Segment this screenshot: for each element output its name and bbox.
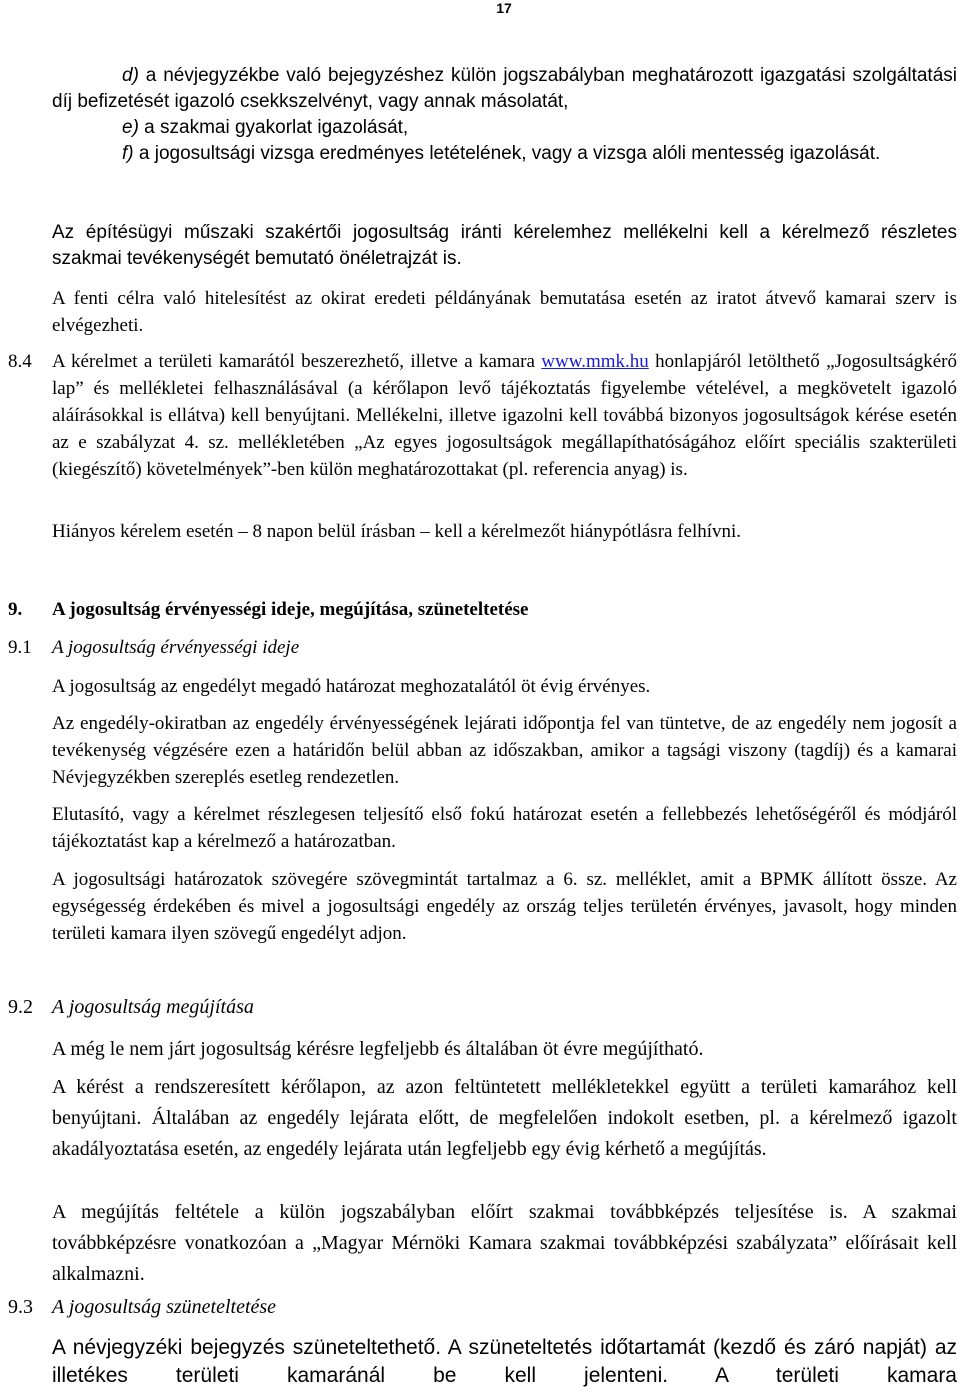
section-9-3-title: A jogosultság szüneteltetése (52, 1296, 277, 1318)
section-9-2-title: A jogosultság megújítása (52, 996, 254, 1018)
section-8-4-text (52, 348, 957, 483)
list-marker-f: f) (122, 143, 134, 164)
paragraph-authentication: A fenti célra való hitelesítést az okirat eredeti példányának bemutatása esetén az iratot átvevő kamarai szerv is elvégezheti. (52, 288, 957, 336)
section-9-1-paragraph-1: A jogosultság az engedélyt megadó határozat meghozatalától öt évig érvényes. (52, 676, 651, 697)
list-item-d (52, 63, 957, 115)
section-9-1-number: 9.1 (8, 637, 32, 658)
list-marker-e: e) (122, 117, 139, 138)
list-item-e (122, 115, 957, 141)
section-8-4-text-after: honlapjáról letölthető „Jogosultságkérő lap” és mellékletei felhasználásával (a kérőlapon levő tájékoztatás figyelembe vételével, a megkövetelt igazoló aláírásokkal is ellátva) kell benyújtani. Mellékelni, illetve igazolni kell továbbá bizonyos jogosultságok kérése esetén az e szabályzat 4. sz. mellékletében „Az egyes jogosultságok megállapíthatóságához előírt speciális szakterületi (kiegészítő) követelmények”-ben külön meghatározottakat (pl. referencia anyag) is. (52, 351, 958, 480)
section-9-1-paragraph-4: A jogosultsági határozatok szövegére szövegmintát tartalmaz a 6. sz. melléklet, amit a BPMK állított össze. Az egységesség érdekében és mivel a jogosultsági engedély az ország teljes területén érvényes, javasolt, hogy minden területi kamara ilyen szövegű engedélyt adjon. (52, 869, 957, 944)
section-9-1-paragraph-3: Elutasító, vagy a kérelmet részlegesen teljesítő első fokú határozat esetén a fellebbezés lehetőségéről és módjáról tájékoztatást kap a kérelmező a határozatban. (52, 804, 957, 852)
list-text-d: a névjegyzékbe való bejegyzéshez külön jogszabályban meghatározott igazgatási szolgáltatási díj befizetését igazoló csekkszelvényt, vagy annak másolatát, (52, 65, 957, 112)
section-9-2-paragraph-1: A még le nem járt jogosultság kérésre legfeljebb és általában öt évre megújítható. (52, 1038, 704, 1060)
section-9-2-paragraph-3: A megújítás feltétele a külön jogszabályban előírt szakmai továbbképzés teljesítése is. A szakmai továbbképzésre vonatkozóan a „Magyar Mérnöki Kamara szakmai továbbképzési szabályzata” előírásait kell alkalmazni. (52, 1201, 957, 1285)
mmk-website-link[interactable]: www.mmk.hu (541, 351, 649, 372)
paragraph-missing-request: Hiányos kérelem esetén – 8 napon belül írásban – kell a kérelmezőt hiánypótlásra felhívni. (52, 521, 742, 542)
section-9-1-title: A jogosultság érvényességi ideje (52, 637, 300, 658)
section-9-2-paragraph-2: A kérést a rendszeresített kérőlapon, az azon feltüntetett mellékletekkel együtt a területi kamarához kell benyújtani. Általában az engedély lejárata előtt, de megfelelően indokolt esetben, pl. a kérelmező igazolt akadályoztatása esetén, az engedély lejárata után legfeljebb egy évig kérhető a megújítás. (52, 1076, 957, 1160)
section-9-3-number: 9.3 (8, 1296, 33, 1318)
list-text-e: a szakmai gyakorlat igazolását, (138, 117, 409, 138)
list-item-f (52, 141, 957, 167)
section-9-title: A jogosultság érvényességi ideje, megújítása, szüneteltetése (52, 599, 529, 620)
section-9-3-paragraph-1: A névjegyzéki bejegyzés szüneteltethető. A szüneteltetés időtartamát (kezdő és záró napját) az illetékes területi kamaránál be kell jelenteni. A területi kamara (52, 1336, 957, 1387)
section-8-4-text-before: A kérelmet a területi kamarától beszerezhető, illetve a kamara (52, 351, 542, 372)
paragraph-cv: Az építésügyi műszaki szakértői jogosultság iránti kérelemhez mellékelni kell a kérelmező részletes szakmai tevékenységét bemutató önéletrajzát is. (52, 222, 957, 269)
section-9-1-paragraph-2: Az engedély-okiratban az engedély érvényességének lejárati időpontja fel van tüntetve, de az engedély nem jogosít a tevékenység végzésére ezen a határidőn belül abban az időszakban, amikor a tagsági viszony (tagdíj) és a kamarai Névjegyzékben szereplés esetleg rendezetlen. (52, 713, 957, 788)
list-marker-d: d) (122, 65, 139, 86)
section-9-number: 9. (8, 599, 23, 620)
section-9-2-number: 9.2 (8, 996, 33, 1018)
page-number: 17 (496, 0, 512, 16)
section-8-4-number: 8.4 (8, 351, 32, 372)
list-text-f: a jogosultsági vizsga eredményes letételének, vagy a vizsga alóli mentesség igazolását. (133, 143, 881, 164)
